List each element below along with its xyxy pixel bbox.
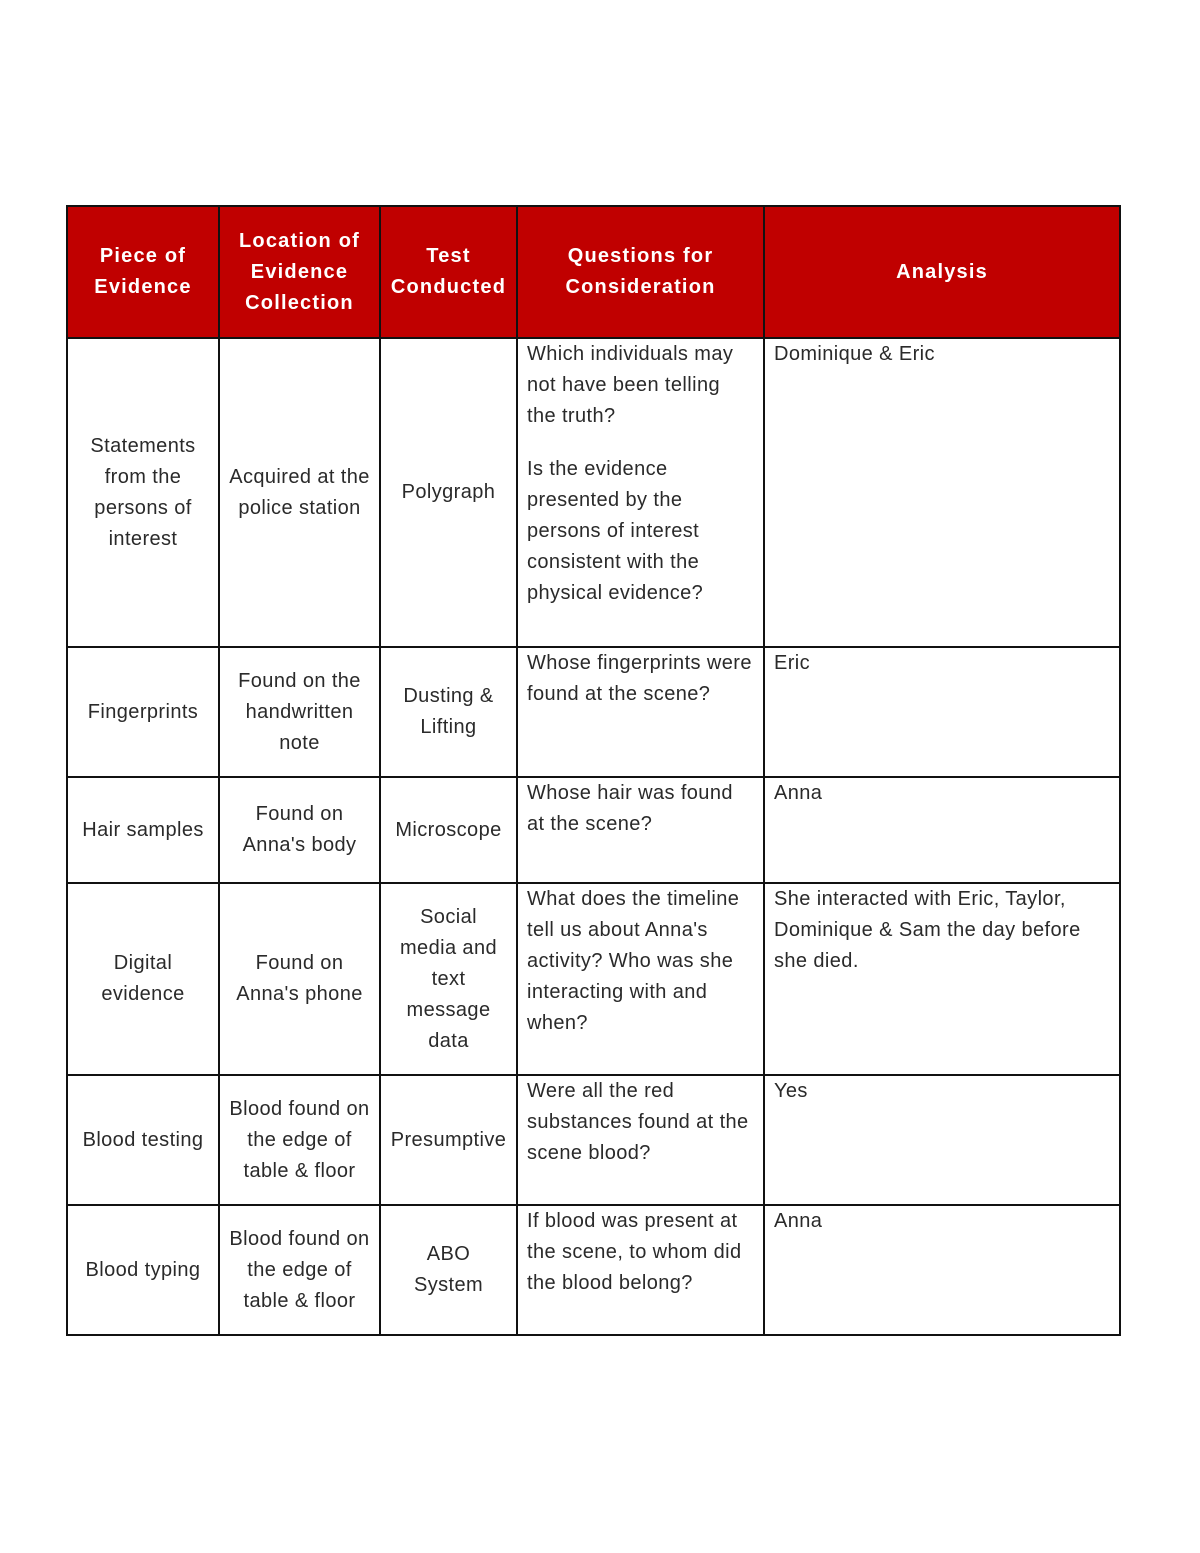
test-cell: Dusting & Lifting (380, 647, 517, 777)
questions-cell (517, 883, 764, 1075)
evidence-cell: Statements from the persons of interest (67, 338, 219, 647)
location-cell: Acquired at the police station (219, 338, 380, 647)
evidence-cell: Blood typing (67, 1205, 219, 1335)
questions-cell (517, 777, 764, 883)
question-text: What does the timeline tell us about Anna's activity? Who was she interacting with and when? (527, 888, 740, 1034)
table-row (67, 1205, 1120, 1335)
table-row (67, 338, 1120, 647)
questions-cell (517, 1075, 764, 1205)
header-location: Location of Evidence Collection (219, 206, 380, 338)
question-text: Is the evidence presented by the persons of interest consistent with the physical evidence? (527, 458, 704, 604)
location-cell: Blood found on the edge of table & floor (219, 1075, 380, 1205)
question-text: If blood was present at the scene, to whom did the blood belong? (527, 1210, 742, 1294)
analysis-cell: Yes (764, 1075, 1120, 1205)
test-cell: Presumptive (380, 1075, 517, 1205)
header-piece-of-evidence: Piece of Evidence (67, 206, 219, 338)
question-text: Were all the red substances found at the scene blood? (527, 1080, 749, 1164)
evidence-cell: Fingerprints (67, 647, 219, 777)
evidence-cell: Blood testing (67, 1075, 219, 1205)
questions-cell (517, 1205, 764, 1335)
location-cell: Found on the handwritten note (219, 647, 380, 777)
test-cell: Social media and text message data (380, 883, 517, 1075)
questions-cell (517, 338, 764, 647)
header-test-conducted: Test Conducted (380, 206, 517, 338)
table-row (67, 1075, 1120, 1205)
analysis-cell: Dominique & Eric (764, 338, 1120, 647)
header-row (67, 206, 1120, 338)
analysis-cell: Eric (764, 647, 1120, 777)
table-row (67, 647, 1120, 777)
evidence-cell: Digital evidence (67, 883, 219, 1075)
test-cell: ABO System (380, 1205, 517, 1335)
location-cell: Blood found on the edge of table & floor (219, 1205, 380, 1335)
location-cell: Found on Anna's body (219, 777, 380, 883)
header-questions: Questions for Consideration (517, 206, 764, 338)
test-cell: Polygraph (380, 338, 517, 647)
analysis-cell: Anna (764, 777, 1120, 883)
location-cell: Found on Anna's phone (219, 883, 380, 1075)
analysis-cell: Anna (764, 1205, 1120, 1335)
evidence-cell: Hair samples (67, 777, 219, 883)
analysis-cell: She interacted with Eric, Taylor, Dominique & Sam the day before she died. (764, 883, 1120, 1075)
question-text: Whose fingerprints were found at the scene? (527, 652, 752, 705)
evidence-table (66, 205, 1121, 1336)
test-cell: Microscope (380, 777, 517, 883)
table-row (67, 883, 1120, 1075)
question-text: Whose hair was found at the scene? (527, 782, 733, 835)
question-text: Which individuals may not have been telling the truth? (527, 343, 734, 427)
table-row (67, 777, 1120, 883)
header-analysis: Analysis (764, 206, 1120, 338)
questions-cell (517, 647, 764, 777)
